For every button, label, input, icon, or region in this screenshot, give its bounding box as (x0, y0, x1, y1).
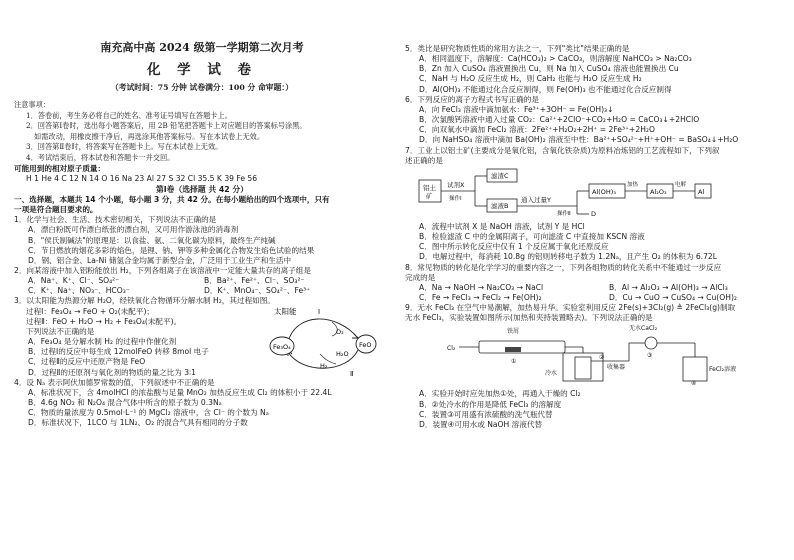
operation-i-label: 操作Ⅰ (449, 195, 462, 202)
q9-option-c: C．装置③可用盛有浓硫酸的洗气瓶代替 (419, 409, 553, 419)
q3-option-a: A．Fe₃O₄ 是分解水制 H₂ 的过程中作催化剂 (28, 337, 177, 347)
q7-stem-cont: 述正确的是 (405, 155, 443, 165)
question-9 (405, 303, 785, 430)
collector-label: 收集器 (607, 364, 626, 372)
h2o-label: H₂O (336, 350, 349, 359)
question-7 (405, 146, 785, 263)
q9-stem: 9．无水 FeCl₃ 在空气中易潮解，加热易升华。实验室利用反应 2Fe(s)+3Cl₂(g) ≜ 2FeCl₃(g)制取 (405, 303, 736, 313)
q7-option-b: B．检验滤渣 C 中的金属阳离子，可向滤渣 C 中直接加 KSCN 溶液 (419, 232, 645, 242)
q7-option-d: D．电解过程中，每消耗 10.8g 的铝则转移电子数为 1.2Nₐ，且产生 O₂ 的体积为 6.72L (419, 252, 717, 262)
cold-water-label: 冷水 (545, 370, 558, 378)
q9-stem-cont: 无水 FeCl₃，实验装置如图所示(加热和夹持装置略去)。下列说法正确的是 (405, 313, 653, 323)
q1-option-c: C．节日燃放的烟花多彩的焰色，是锂、钠、钾等多种金属化合物发生焰色试验的结果 (28, 245, 315, 255)
notes-block (14, 100, 390, 184)
q2-stem: 2．向某溶液中加入铝粉能放出 H₂，下列各组离子在该溶液中一定能大量共存的离子组是 (14, 265, 311, 275)
q3-ask: 下列说法不正确的是 (26, 326, 95, 336)
al2o3-label: Al₂O₃ (650, 187, 667, 196)
device-2-label: ② (599, 354, 605, 362)
q4-stem: 4．设 Nₐ 表示阿伏加德罗常数的值，下列叙述中不正确的是 (14, 377, 215, 387)
q1-option-b: B．"侯氏制碱法"的原理是：以食盐、氨、二氧化碳为原料，最终生产纯碱 (28, 235, 276, 245)
iron-label: 铁屑 (507, 328, 520, 336)
q8-option-c: C．Fe → FeCl₃ → FeCl₂ → Fe(OH)₂ (419, 292, 542, 302)
q7-option-a: A．流程中试剂 X 是 NaOH 溶液，试剂 Y 是 HCl (419, 221, 585, 231)
iron-oxide-cycle-diagram (266, 304, 384, 378)
q6-option-a: A．向 FeCl₃ 溶液中滴加氨水：Fe³⁺+3OH⁻ = Fe(OH)₃↓ (419, 104, 614, 114)
process-i-label: Ⅰ (318, 308, 321, 317)
cacl2-label: 无水CaCl₂ (629, 325, 658, 333)
q6-option-c: C．向双氧水中滴加 FeCl₂ 溶液：2Fe²⁺+H₂O₂+2H⁺ = 2Fe³⁺+2H₂O (419, 125, 655, 135)
q2-option-d: D．K⁺、MnO₄⁻、SO₄²⁻、Fe³⁺ (204, 286, 311, 296)
part1-heading: 第Ⅰ卷（选择题 共 42 分） (155, 184, 249, 194)
operation-ii-label: 操作Ⅱ (557, 210, 571, 217)
q4-option-c: C．物质的量浓度为 0.5mol·L⁻¹ 的 MgCl₂ 溶液中，含 Cl⁻ 的个数为 Nₐ (28, 408, 269, 418)
excess-y-label: 通入过量Y (521, 195, 551, 204)
section-instruction: 一、选择题，本题共 14 个小题，每小题 3 分，共 42 分。在每小题给出的四个选项中，只有 (14, 194, 330, 204)
q2-option-b: B．Ba²⁺、Fe²⁺、Cl⁻、SO₃²⁻ (204, 276, 305, 286)
q3-process-2: 过程Ⅱ：FeO + H₂O → H₂ + Fe₃O₄(未配平)。 (26, 316, 182, 326)
note-item: 1．答卷前，考生务必将自己的姓名、准考证号填写在答题卡上。 (26, 110, 232, 120)
notes-heading: 注意事项： (14, 100, 50, 109)
reagent-x-label: 试剂X (447, 180, 465, 189)
note-item: 4．考试结束后，将本试卷和答题卡一并交回。 (26, 152, 175, 162)
q3-option-d: D．过程Ⅱ的还原剂与氧化剂的物质的量之比为 3∶1 (28, 367, 196, 377)
q2-option-a: A．Na⁺、K⁺、Cl⁻、SO₄²⁻ (28, 276, 120, 286)
school-title: 南充高中高 2024 级第一学期第二次月考 (100, 41, 304, 54)
arrow-head (352, 334, 358, 338)
q8-option-d: D．Cu → CuO → CuSO₄ → Cu(OH)₂ (609, 292, 737, 302)
fecl2-solution-label: FeCl₂溶液 (709, 366, 737, 374)
q1-stem: 1．化学与社会、生活、技术密切相关，下列说法不正确的是 (14, 215, 217, 225)
q6-option-b: B．次氯酸钙溶液中通入过量 CO₂：Ca²⁺+2ClO⁻+CO₂+H₂O = CaCO₃↓+2HClO (419, 115, 700, 125)
aluminum-flow-diagram (417, 166, 717, 218)
q4-option-a: A．标准状况下，含 4molHCl 的浓盐酸与足量 MnO₂ 加热反应生成 Cl₂ 的体积小于 22.4L (28, 387, 332, 397)
note-item: 2．回答第Ⅰ卷时，选出每小题答案后，用 2B 铅笔把答题卡上对应题目的答案标号涂黑。 (26, 121, 307, 131)
q4-option-b: B．4.6g NO₂ 和 N₂O₄ 混合气体中所含的原子数为 0.3Nₐ (28, 398, 222, 407)
heat-label: 加热 (627, 181, 639, 188)
device-4-label: ④ (691, 380, 697, 386)
fecl3-apparatus-diagram (445, 323, 765, 385)
iron-filings (505, 347, 521, 352)
q5-option-d: D．Al(OH)₃ 不能通过化合反应制得，则 Fe(OH)₃ 也不能通过化合反应制得 (419, 84, 672, 94)
feo-label: FeO (359, 341, 372, 350)
ore-label-2: 矿 (426, 191, 433, 200)
q1-option-a: A．漂白粉既可作漂白纸张的漂白剂，又可用作游泳池的消毒剂 (28, 225, 239, 235)
q9-option-d: D．装置④可用水或 NaOH 溶液代替 (419, 419, 543, 429)
al-label: Al (698, 187, 705, 196)
q7-option-c: C．图中所示转化反应中仅有 1 个反应属于氧化还原反应 (419, 242, 609, 252)
question-4 (14, 378, 390, 429)
fe3o4-label: Fe₃O₄ (273, 343, 291, 352)
h2-label: H₂ (320, 362, 328, 371)
device-3-label: ③ (647, 352, 653, 360)
o2-label: O₂ (336, 328, 344, 337)
q5-stem: 5．类比是研究物质性质的常用方法之一，下列"类比"结果正确的是 (405, 44, 630, 53)
q8-option-a: A．Na → NaOH → Na₂CO₃ → NaCl (419, 282, 544, 292)
absorber-bottle (683, 357, 707, 381)
q3-stem: 3．以太阳能为热源分解 H₂O，经铁氧化合物循环分解水制 H₂，其过程如图。 (14, 296, 275, 306)
q5-option-a: A．相同温度下，溶解度：Ca(HCO₃)₂ > CaCO₃，则溶解度 NaHCO₃ > Na₂CO₃ (419, 54, 692, 64)
drying-tube (645, 337, 657, 349)
filtrate-b-label: 滤液B (491, 201, 509, 210)
q3-option-b: B．过程Ⅰ的反应中每生成 12molFeO 转移 8mol 电子 (28, 347, 209, 357)
note-item: 3．回答第Ⅱ卷时，将答案写在答题卡上。写在本试卷上无效。 (26, 142, 223, 152)
q7-stem: 7．工业上以铝土矿(主要成分是氧化铝，含氧化铁杂质)为原料冶炼铝的工艺流程如下，下列叙 (405, 145, 720, 155)
q1-option-d: D．钢、铝合金、La-Ni 储氢合金均属于新型合金，广泛用于工业生产和生活中 (28, 255, 292, 265)
question-2 (14, 266, 390, 296)
electrolysis-label: 电解 (675, 181, 687, 188)
ore-label: 铝土 (423, 183, 436, 192)
q6-option-d: D．向 NaHSO₄ 溶液中滴加 Ba(OH)₂ 溶液至中性：Ba²⁺+SO₄²⁻+H⁺+OH⁻ = BaSO₄↓+H₂O (419, 135, 739, 145)
question-1 (14, 215, 390, 266)
question-8 (405, 263, 785, 304)
q8-option-b: B．Al → Al₂O₃ → Al(OH)₃ → AlCl₃ (609, 282, 728, 292)
question-6 (405, 95, 785, 146)
q9-option-a: A．实验开始时应先加热①处，再通入干燥的 Cl₂ (419, 389, 581, 399)
q6-stem: 6．下列反应的离子方程式书写正确的是 (405, 94, 539, 104)
atoms-heading: 可能用到的相对原子质量： (14, 163, 106, 173)
q9-option-b: B．②处冷水的作用是降低 FeCl₃ 的溶解度 (419, 399, 562, 409)
device-1-label: ① (511, 358, 517, 366)
left-column (14, 0, 390, 560)
subject-title: 化 学 试 卷 (146, 62, 258, 78)
question-5 (405, 44, 785, 95)
q2-option-c: C．K⁺、Na⁺、NO₃⁻、HCO₃⁻ (28, 286, 130, 296)
residue-c-label: 滤渣C (491, 171, 509, 180)
atoms-list: H 1 He 4 C 12 N 14 O 16 Na 23 Al 27 S 32 Cl 35.5 K 39 Fe 56 (26, 173, 258, 183)
exam-meta: （考试时间：75 分钟 试卷满分：100 分 命审题：） (110, 83, 294, 92)
process-i-arrow (288, 319, 358, 342)
q4-option-d: D．标准状况下，1LCO 与 1LN₂、O₂ 的混合气具有相同的分子数 (28, 418, 248, 428)
q5-option-b: B．Zn 加入 CuSO₄ 溶液置换出 Cu，则 Na 加入 CuSO₄ 溶液也能置换出 Cu (419, 64, 679, 74)
collector-flask (575, 357, 591, 379)
q8-stem-cont: 完成的是 (405, 272, 436, 282)
q3-option-c: C．过程Ⅱ的反应中还原产物是 FeO (28, 357, 146, 367)
q3-process-1: 过程Ⅰ：Fe₃O₄ → FeO + O₂(未配平)； (26, 306, 155, 316)
question-3 (14, 296, 390, 377)
aloh3-label: Al(OH)₃ (592, 187, 616, 196)
cl2-inlet-label: Cl₂ (447, 345, 456, 353)
process-ii-label: Ⅱ (350, 370, 354, 379)
section-instruction-cont: 一项是符合题目要求的。 (14, 205, 98, 215)
q5-option-c: C．NaH 与 H₂O 反应生成 H₂，则 CaH₂ 也能与 H₂O 反应生成 H₂ (419, 74, 642, 84)
reaction-tube (479, 341, 565, 353)
right-column (405, 0, 785, 560)
d-label: D (591, 209, 597, 218)
sun-label: 太阳能 (274, 307, 297, 317)
note-item: 如需改动，用橡皮擦干净后，再选涂其他答案标号。写在本试卷上无效。 (34, 131, 265, 141)
q8-stem: 8．常见物质的转化是化学学习的重要内容之一，下列各组物质的转化关系中不能通过一步反应 (405, 262, 722, 272)
